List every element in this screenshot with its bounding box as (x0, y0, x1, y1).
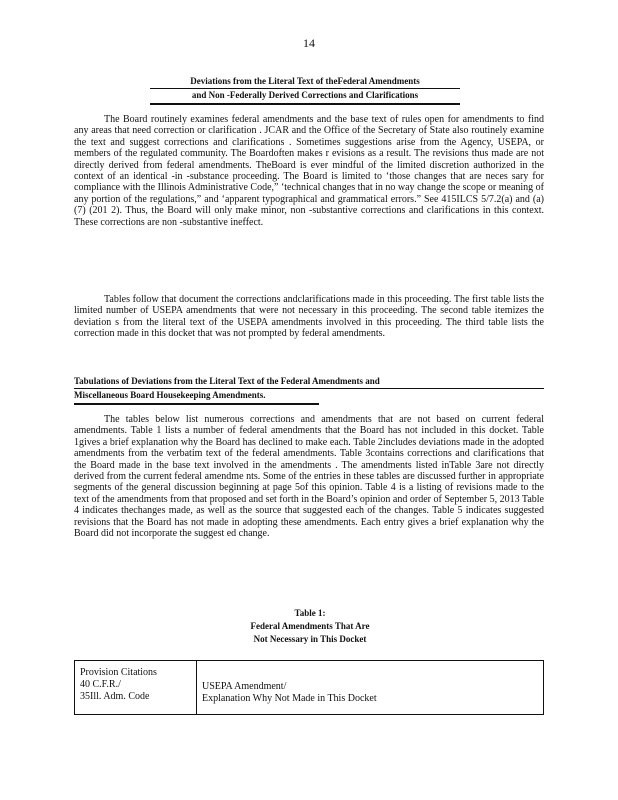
header-left-line-3: 35Ill. Adm. Code (80, 691, 150, 702)
page-number: 14 (303, 36, 315, 50)
header-left-line-1: Provision Citations (80, 667, 157, 678)
paragraph-tables-follow: Tables follow that document the corrections andclarifications made in this proceeding. The first table lists the limited number of USEPA amendments that were not necessary in this proceeding. The second table itemizes the deviation s from the literal text of the USEPA amendments involved in this proceeding. The third table lists the correction made in this docket that was not prompted by federal amendments. (74, 294, 544, 340)
section-heading-tabulations (74, 375, 544, 405)
table-1 (74, 660, 544, 715)
header-left-line-2: 40 C.F.R./ (80, 679, 121, 690)
paragraph-tables-below: The tables below list numerous corrections and amendments that are not based on current federal amendments. Table 1 lists a number of federal amendments that the Board has not included in this docket. Table 1gives a brief explanation why the Board has declined to make each. Table 2includes deviations made in the adopted amendments from the verbatim text of the federal amendments. Table 3contains corrections and clarifications that the Board made in the base text involved in the amendments . The amendments listed inTable 3are not directly derived from the current federal amendme nts. Some of the entries in these tables are discussed further in appropriate segments of the general discussion beginning at page 5of this opinion. Table 4 is a listing of revisions made to the text of the amendments from that proposed and set forth in the Board’s opinion and order of September 5, 2013 Table 4 indicates thechanges made, as well as the source that suggested each of the changes. Table 5 indicates suggested revisions that the Board has not made in adopting these amendments. Each entry gives a brief explanation why the Board did not incorporate the suggest ed change. (74, 414, 544, 540)
table-1-title (200, 607, 420, 646)
table-title-line-2: Federal Amendments That Are (250, 621, 370, 631)
table-header-provision-citations (75, 661, 197, 714)
header-right-line-1: USEPA Amendment/ (202, 681, 287, 692)
section-heading-line-2: and Non -Federally Derived Corrections and Clarifications (150, 89, 460, 105)
table-title-line-1: Table 1: (294, 608, 326, 618)
tabulations-heading-line-2: Miscellaneous Board Housekeeping Amendments. (74, 389, 319, 405)
table-title-line-3: Not Necessary in This Docket (253, 634, 367, 644)
header-right-line-2: Explanation Why Not Made in This Docket (202, 693, 377, 704)
paragraph-board-routinely: The Board routinely examines federal amendments and the base text of rules open for amendments to find any areas that need correction or clarification . JCAR and the Office of the Secretary of State also routinely examine the text and suggest corrections and clarifications . Sometimes suggestions arise from the Agency, USEPA, or members of the regulated community. The Boardoften makes r evisions as a result. The revisions thus made are not directly derived from federal amendments. TheBoard is ever mindful of the limited discretion authorized in the context of an identical -in -substance proceeding. The Board is limited to ‘those changes that are neces sary for compliance with the Illinois Administrative Code,” ‘technical changes that in no way change the scope or meaning of any portion of the regulations,” and ‘apparent typographical and grammatical errors.” See 415ILCS 5/7.2(a) and (a)(7) (201 2). Thus, the Board will only make minor, non -substantive corrections and clarifications in this context. These corrections are non -substantive ineffect. (74, 114, 544, 228)
section-heading-line-1: Deviations from the Literal Text of theFederal Amendments (150, 75, 460, 89)
tabulations-heading-line-1: Tabulations of Deviations from the Literal Text of the Federal Amendments and (74, 375, 544, 389)
table-header-usepa-amendment (197, 661, 543, 714)
section-heading-deviations (150, 75, 460, 105)
